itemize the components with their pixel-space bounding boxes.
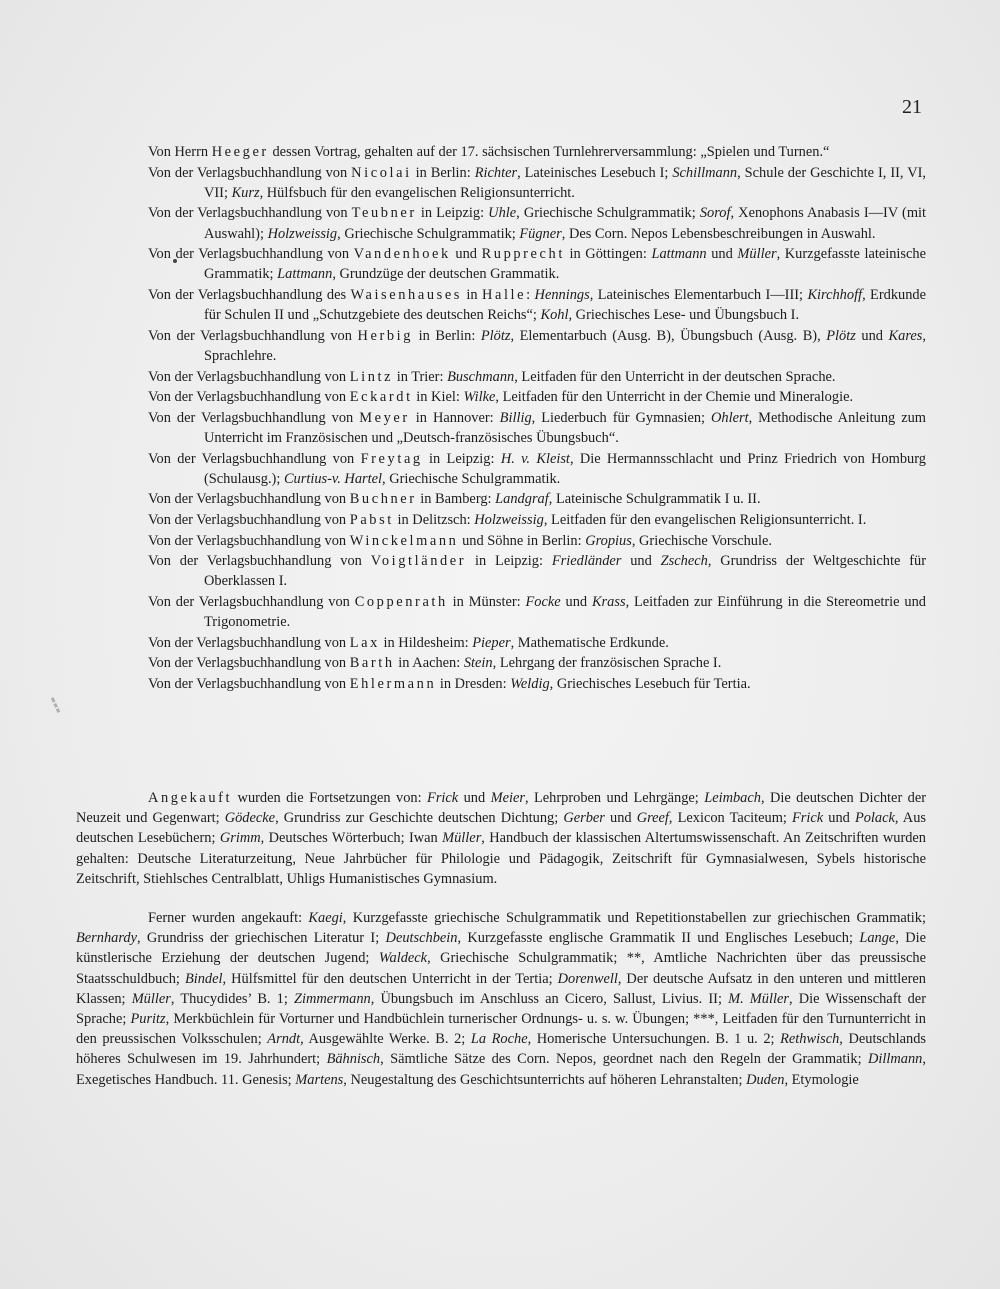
acquisition-entry [148, 653, 926, 673]
entry-prefix: Von der Verlagsbuchhandlung von [148, 675, 350, 692]
author-name: Focke [525, 593, 561, 610]
entry-location: in Leipzig: [416, 205, 489, 222]
author-name: Kohl [540, 307, 569, 324]
author-name: Stein [463, 655, 493, 672]
text-run: , Griechische Schulgrammatik. [382, 470, 561, 487]
acquisition-entry [148, 203, 926, 243]
acquisition-entry [148, 367, 926, 387]
acquisition-entry [148, 449, 926, 489]
author-name: Waldeck [378, 950, 428, 967]
publisher-name: Nicolai [351, 164, 412, 181]
text-run: , Thucydides’ B. 1; [170, 990, 294, 1007]
author-name: Gödecke [224, 810, 276, 827]
text-run: , Des Corn. Nepos Lebensbeschreibungen in Auswahl. [561, 225, 876, 242]
author-name: Martens [295, 1071, 344, 1088]
text-run: , Etymologie [784, 1071, 859, 1088]
city-name: Halle [481, 286, 527, 303]
text-run: Ferner wurden angekauft: [148, 910, 309, 926]
author-name: Müller [131, 990, 171, 1007]
purchases-paragraph [76, 788, 926, 889]
entry-prefix: Von der Verlagsbuchhandlung von [148, 389, 350, 406]
entry-prefix: Von der Verlagsbuchhandlung von [148, 327, 358, 344]
author-name: Müller [737, 246, 777, 263]
entry-prefix: Von der Verlagsbuchhandlung von [148, 164, 352, 181]
text-run: , Griechische Schulgrammatik; [516, 205, 700, 222]
entry-prefix: Von der Verlagsbuchhandlung von [148, 553, 371, 570]
author-name: Dorenwell [557, 970, 618, 987]
author-name: Arndt [267, 1031, 301, 1048]
text-run: , Mathematische Erdkunde. [510, 634, 669, 651]
author-name: Puritz [130, 1011, 166, 1028]
acquisition-entry [148, 633, 926, 653]
publisher-name: Buchner [349, 491, 417, 508]
author-name: Deutschbein [385, 930, 458, 947]
text-run: , Kurzgefasste englische Grammatik II und Englisches Lesebuch; [457, 930, 860, 947]
publisher-name: Vandenhoek [353, 246, 451, 263]
publisher-name: Winckelmann [349, 532, 459, 549]
text-run: , Erdkunde für Schulen II und „Schutzgebiete des deutschen Reichs“; [204, 286, 927, 324]
text-run: , Kurzgefasste lateinische Grammatik; [204, 246, 926, 283]
paragraph-ferner [76, 908, 926, 1090]
text-run: und [855, 327, 889, 344]
entry-prefix: Von der Verlagsbuchhandlung von [148, 368, 350, 385]
text-run: und [604, 810, 637, 827]
acquisition-entry [148, 408, 926, 448]
entry-prefix: Von Herrn [148, 144, 212, 160]
entry-location: in Berlin: [411, 164, 475, 181]
author-name: Kaegi [308, 910, 343, 926]
text-run: , Aus deutschen Lesebüchern; [76, 810, 926, 847]
publisher-name: Meyer [359, 409, 410, 426]
entry-location: in Leipzig: [466, 553, 552, 570]
author-name: Müller [442, 830, 482, 847]
author-name: La Roche [470, 1031, 528, 1048]
author-name: Sorof [699, 205, 731, 222]
author-name: Polack [854, 810, 895, 827]
text-run: wurden die Fortsetzungen von: [232, 790, 428, 806]
entry-prefix: Von der Verlagsbuchhandlung von [148, 593, 355, 610]
author-name: Kares [888, 327, 923, 344]
publisher-name: Voigtländer [370, 553, 467, 570]
entry-location: in Kiel: [412, 389, 464, 406]
text-run: , Griechische Schulgrammatik; **, Amtliche Nachrichten über das preussische Staatsschuldbuch; [76, 950, 926, 987]
text-run: : [526, 286, 535, 303]
text-run: , Merkbüchlein für Vorturner und Handbüchlein turnerischer Ordnungs- u. s. w. Übungen; ***, Leitfaden für den Turnunterricht in den preussischen Volksschulen; [76, 1011, 926, 1048]
publisher-name: Herbig [357, 327, 414, 344]
author-name: H. v. Kleist [500, 450, 570, 467]
author-name: Buschmann [447, 368, 515, 385]
entry-location: in Münster: [447, 593, 526, 610]
author-name: Fügner [519, 225, 562, 242]
text-run: , Kurzgefasste griechische Schulgrammatik und Repetitionstabellen zur griechischen Grammatik; [342, 910, 926, 926]
entry-location: in Trier: [393, 368, 448, 385]
acquisition-entry [148, 674, 926, 694]
publisher-name: Coppenrath [354, 593, 448, 610]
author-name: Lattmann [277, 266, 333, 283]
entry-location: in Delitzsch: [393, 511, 475, 528]
publisher-name: Ehlermann [349, 675, 437, 692]
publisher-name: Freytag [360, 450, 423, 467]
acquisition-entry [148, 592, 926, 632]
publisher-name: Pabst [349, 511, 394, 528]
text-run: , Leitfaden für den Unterricht in der deutschen Sprache. [514, 368, 836, 385]
acquisition-entry [148, 387, 926, 407]
text-run: , Lateinisches Elementarbuch I—III; [589, 286, 808, 303]
author-name: Greef [636, 810, 669, 827]
text-run: , Grundriss der griechischen Literatur I; [137, 930, 386, 947]
author-name: Rethwisch [780, 1031, 840, 1048]
author-name: Zschech [660, 553, 708, 570]
text-run: , Der deutsche Aufsatz in den unteren und mittleren Klassen; [76, 970, 927, 1007]
author-name: M. Müller [728, 990, 789, 1007]
publisher-name: Barth [349, 655, 395, 672]
text-run: , Deutsches Wörterbuch; Iwan [260, 830, 443, 847]
text-run: , Exegetisches Handbuch. 11. Genesis; [76, 1051, 926, 1088]
author-name: Hennings [534, 286, 590, 303]
text-run: , Handbuch der klassischen Altertumswissenschaft. An Zeitschriften wurden gehalten: Deutsche Literaturzeitung, Neue Jahrbücher für Philologie und Pädagogik, Zeitschrift für Gymnasialwesen, Sybels historische Zeitschrift, Stiehlsches Centralblatt, Uhligs Humanistisches Gymnasium. [76, 830, 927, 887]
text-run: , Griechische Schulgrammatik; [337, 225, 520, 242]
text-run: und [823, 810, 855, 827]
author-name: Zimmermann [293, 990, 371, 1007]
author-name: Weldig [510, 675, 550, 692]
text-run: , Grundriss zur Geschichte deutschen Dichtung; [275, 810, 564, 827]
text-run: und [560, 593, 592, 610]
publisher-name: Rupprecht [481, 246, 565, 263]
entry-prefix: Von der Verlagsbuchhandlung von [148, 205, 352, 222]
text-run: , Methodische Anleitung zum Unterricht im Französischen und „Deutsch-französisches Übungsbuch“. [204, 409, 926, 446]
entry-location: in Hildesheim: [379, 634, 473, 651]
entry-prefix: Von der Verlagsbuchhandlung von [148, 532, 350, 549]
text-run: , Die deutschen Dichter der Neuzeit und Gegenwart; [76, 790, 927, 827]
entry-location: in [462, 286, 482, 303]
text-run: und [706, 246, 738, 263]
acquisition-entry [148, 489, 926, 509]
author-name: Frick [792, 810, 824, 827]
author-name: Bindel [184, 970, 223, 987]
author-name: Holzweissig [474, 511, 544, 528]
text-run: und [450, 246, 482, 263]
author-name: Bernhardy [76, 930, 138, 947]
author-name: Pieper [472, 634, 511, 651]
text-run: , Xenophons Anabasis I—IV (mit Auswahl); [204, 205, 927, 242]
text-run: , Elementarbuch (Ausg. B), Übungsbuch (Ausg. B), [510, 327, 827, 344]
author-name: Ohlert [711, 409, 749, 426]
publisher-name: Waisenhauses [350, 286, 463, 303]
entry-prefix: Von der Verlagsbuchhandlung von [148, 246, 354, 263]
text-run: , Neugestaltung des Geschichtsunterrichts auf höheren Lehranstalten; [343, 1071, 747, 1088]
acquisition-entry [148, 551, 926, 591]
paragraph-angekauft [76, 788, 926, 889]
publisher-name: Lax [349, 634, 380, 651]
entry-prefix: Von der Verlagsbuchhandlung von [148, 511, 350, 528]
publisher-name: Lintz [349, 368, 394, 385]
entry-prefix: Von der Verlagsbuchhandlung von [148, 655, 350, 672]
text-run: , Sprachlehre. [204, 327, 926, 364]
text-run: , Lateinisches Lesebuch I; [517, 164, 673, 181]
text-run: , Grundriss der Weltgeschichte für Oberklassen I. [204, 553, 926, 590]
text-run: , Die Wissenschaft der Sprache; [76, 990, 926, 1028]
text-run: , Lexicon Taciteum; [668, 810, 792, 827]
entry-location: dessen Vortrag, gehalten auf der 17. sächsischen Turnlehrerversammlung: „Spielen und Turnen.“ [268, 144, 830, 160]
author-name: Holzweissig [267, 225, 338, 242]
acquisition-entry [148, 244, 926, 284]
text-run: , Die künstlerische Erziehung der deutschen Jugend; [76, 930, 927, 967]
acquisition-entry [148, 326, 926, 366]
author-name: Plötz [826, 327, 856, 344]
paragraph-lead-word: Angekauft [148, 790, 233, 806]
acquisition-entry [148, 163, 926, 203]
acquisition-entry [148, 510, 926, 530]
author-name: Richter [474, 164, 518, 181]
author-name: Bähnisch [326, 1051, 381, 1068]
author-name: Meier [490, 790, 525, 806]
author-name: Billig [499, 409, 532, 426]
text-run: , Griechische Vorschule. [631, 532, 772, 549]
publisher-name: Eckardt [349, 389, 413, 406]
entry-location: in Leipzig: [422, 450, 501, 467]
author-name: Schillmann [672, 164, 738, 181]
text-run: , Hülfsbuch für den evangelischen Religionsunterricht. [259, 184, 575, 201]
text-run: , Lehrproben und Lehrgänge; [524, 790, 705, 806]
page-number: 21 [902, 96, 922, 118]
author-name: Lange [859, 930, 896, 947]
entry-prefix: Von der Verlagsbuchhandlung von [148, 450, 361, 467]
author-name: Wilke [463, 389, 496, 406]
author-name: Frick [427, 790, 459, 806]
text-run: , Leitfaden zur Einführung in die Stereometrie und Trigonometrie. [204, 593, 926, 631]
author-name: Plötz [480, 327, 511, 344]
entry-location: in Aachen: [394, 655, 464, 672]
text-run: , Deutschlands höheres Schulwesen im 19. Jahrhundert; [76, 1031, 926, 1068]
author-name: Landgraf [495, 491, 549, 508]
text-run: , Leitfaden für den evangelischen Religionsunterricht. I. [543, 511, 867, 528]
entry-prefix: Von der Verlagsbuchhandlung des [148, 286, 351, 303]
author-name: Kurz [231, 184, 260, 201]
author-name: Gropius [585, 532, 632, 549]
text-run: , Hülfsmittel für den deutschen Unterricht in der Tertia; [222, 970, 558, 987]
entry-location: und Söhne in Berlin: [458, 532, 586, 549]
acquisition-entry [148, 285, 926, 325]
author-name: Leimbach [704, 790, 761, 806]
text-run: , Griechisches Lesebuch für Tertia. [549, 675, 751, 692]
author-name: Gerber [563, 810, 605, 827]
author-name: Grimm [219, 830, 261, 847]
entry-location: in Berlin: [413, 327, 481, 344]
acquisition-entry [148, 142, 926, 162]
entry-prefix: Von der Verlagsbuchhandlung von [148, 634, 350, 651]
acquisitions-list [148, 142, 926, 695]
text-run: und [458, 790, 491, 806]
entry-prefix: Von der Verlagsbuchhandlung von [148, 409, 360, 426]
text-run: , Ausgewählte Werke. B. 2; [300, 1031, 471, 1048]
publisher-name: Teubner [351, 205, 417, 222]
text-run: , Griechisches Lese- und Übungsbuch I. [568, 307, 800, 324]
text-run: , Lateinische Schulgrammatik I u. II. [548, 491, 761, 508]
margin-mark [51, 697, 60, 713]
author-name: Kirchhoff [807, 286, 863, 303]
entry-location: in Göttingen: [564, 246, 652, 263]
author-name: Dillmann [868, 1051, 923, 1068]
acquisition-entry [148, 531, 926, 551]
author-name: Lattmann [651, 246, 707, 263]
text-run: , Leitfaden für den Unterricht in der Chemie und Mineralogie. [495, 389, 854, 406]
author-name: Krass [591, 593, 626, 610]
author-name: Uhle [488, 205, 517, 222]
text-run: , Die Hermannsschlacht und Prinz Friedrich von Homburg (Schulausg.); [204, 450, 926, 487]
author-name: Friedländer [551, 553, 622, 570]
author-name: Duden [746, 1071, 785, 1088]
text-run: , Schule der Geschichte I, II, VI, VII; [204, 164, 926, 201]
author-name: Curtius-v. Hartel [283, 470, 383, 487]
entry-prefix: Von der Verlagsbuchhandlung von [148, 491, 350, 508]
text-run: , Übungsbuch im Anschluss an Cicero, Sallust, Livius. II; [370, 990, 729, 1007]
entry-location: in Hannover: [409, 409, 500, 426]
further-purchases-paragraph [76, 908, 926, 1090]
text-run: , Lehrgang der französischen Sprache I. [492, 655, 722, 672]
text-run: , Homerische Untersuchungen. B. 1 u. 2; [527, 1031, 781, 1048]
entry-location: in Dresden: [436, 675, 511, 692]
publisher-name: Heeger [211, 144, 269, 160]
text-run: , Grundzüge der deutschen Grammatik. [332, 266, 560, 283]
text-run: , Liederbuch für Gymnasien; [531, 409, 712, 426]
text-run: , Sämtliche Sätze des Corn. Nepos, geordnet nach den Regeln der Grammatik; [380, 1051, 869, 1068]
text-run: und [621, 553, 661, 570]
entry-location: in Bamberg: [416, 491, 496, 508]
